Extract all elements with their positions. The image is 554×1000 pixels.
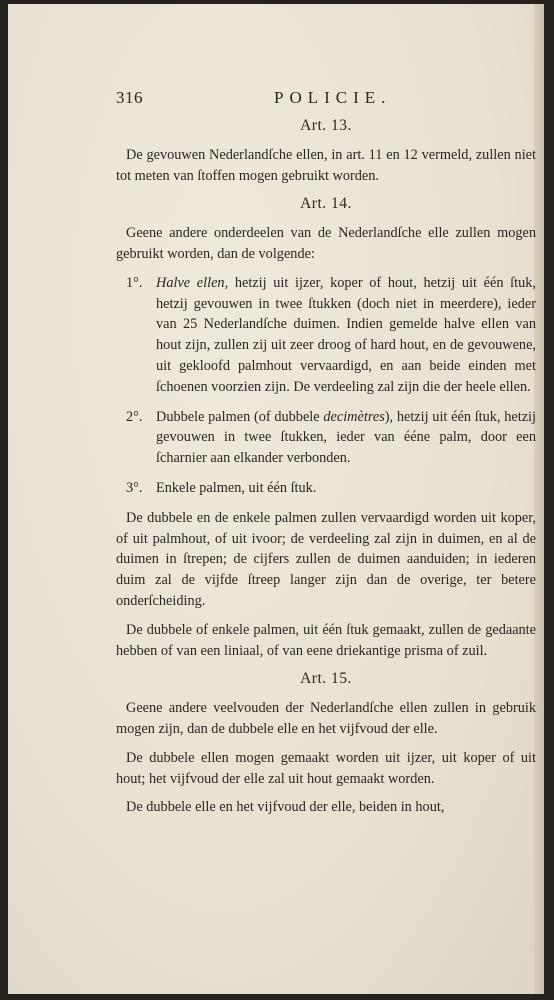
running-head <box>116 84 536 108</box>
list-item <box>116 478 536 499</box>
item-number: 1°. <box>126 274 143 291</box>
book-page <box>8 4 544 994</box>
paragraph: De dubbele en de enkele palmen zullen vervaardigd worden uit koper, of uit palmhout, of uit ivoor; de verdeeling zal zijn in duimen, en al de duimen in ſtrepen; de cijfers zullen de duimen aanduiden; in iederen duim zal de vijfde ſtreep langer zijn dan de overige, ter betere onderſcheiding. <box>116 509 536 609</box>
item-text <box>156 273 536 398</box>
paragraph: De dubbele ellen mogen gemaakt worden uit ijzer, uit koper of uit hout; het vijfvoud der elle zal uit hout gemaakt worden. <box>116 749 536 787</box>
item-number: 2°. <box>126 408 143 425</box>
page-number: 316 <box>116 88 143 107</box>
list-item <box>116 273 536 398</box>
article-heading: Art. 14. <box>300 195 352 213</box>
item-text <box>156 407 536 469</box>
item-body: , hetzij uit ijzer, koper of hout, hetzij uit één ſtuk, hetzij gevouwen in twee ſtukken (doch niet in meerdere), ieder van 25 Nederlandſche duimen. Indien gemelde halve ellen van hout zijn, zullen zij uit zeer droog of hard hout, en de gevouwene, uit gekloofd palmhout vervaardigd, en aan beide einden met ſchoenen voorzien zijn. De verdeeling zal zijn die der heele ellen. <box>156 274 536 395</box>
paragraph: Geene andere veelvouden der Nederlandſche ellen zullen in gebruik mogen zijn, dan de dubbele elle en het vijfvoud der elle. <box>116 700 536 737</box>
list-item <box>116 407 536 469</box>
paragraph: De dubbele elle en het vijfvoud der elle, beiden in hout, <box>126 799 445 816</box>
paragraph: De gevouwen Nederlandſche ellen, in art. 11 en 12 vermeld, zullen niet tot meten van ſtoffen mogen gebruikt worden. <box>116 146 536 184</box>
paragraph: Geene andere onderdeelen van de Nederlandſche elle zullen mogen gebruikt worden, dan de volgende: <box>116 225 536 262</box>
item-emphasis: Halve ellen <box>156 274 225 291</box>
article-heading: Art. 13. <box>300 117 352 134</box>
paragraph: De dubbele of enkele palmen, uit één ſtuk gemaakt, zullen de gedaante hebben of van een liniaal, of van eene driekantige prisma of zuil. <box>116 621 536 659</box>
item-body: Enkele palmen, uit één ſtuk. <box>156 479 317 496</box>
item-number: 3°. <box>126 479 143 496</box>
page-text-block <box>116 84 536 826</box>
running-title: POLICIE. <box>274 88 392 107</box>
item-body: ), hetzij uit één ſtuk, hetzij gevouwen in twee ſtukken, ieder van éénе palm, door een ſcharnier aan elkander verbonden. <box>156 408 536 467</box>
article-heading: Art. 15. <box>300 670 352 688</box>
item-emphasis: decimètres <box>323 408 385 425</box>
item-pre: Dubbele palmen (of dubbele <box>156 408 324 425</box>
